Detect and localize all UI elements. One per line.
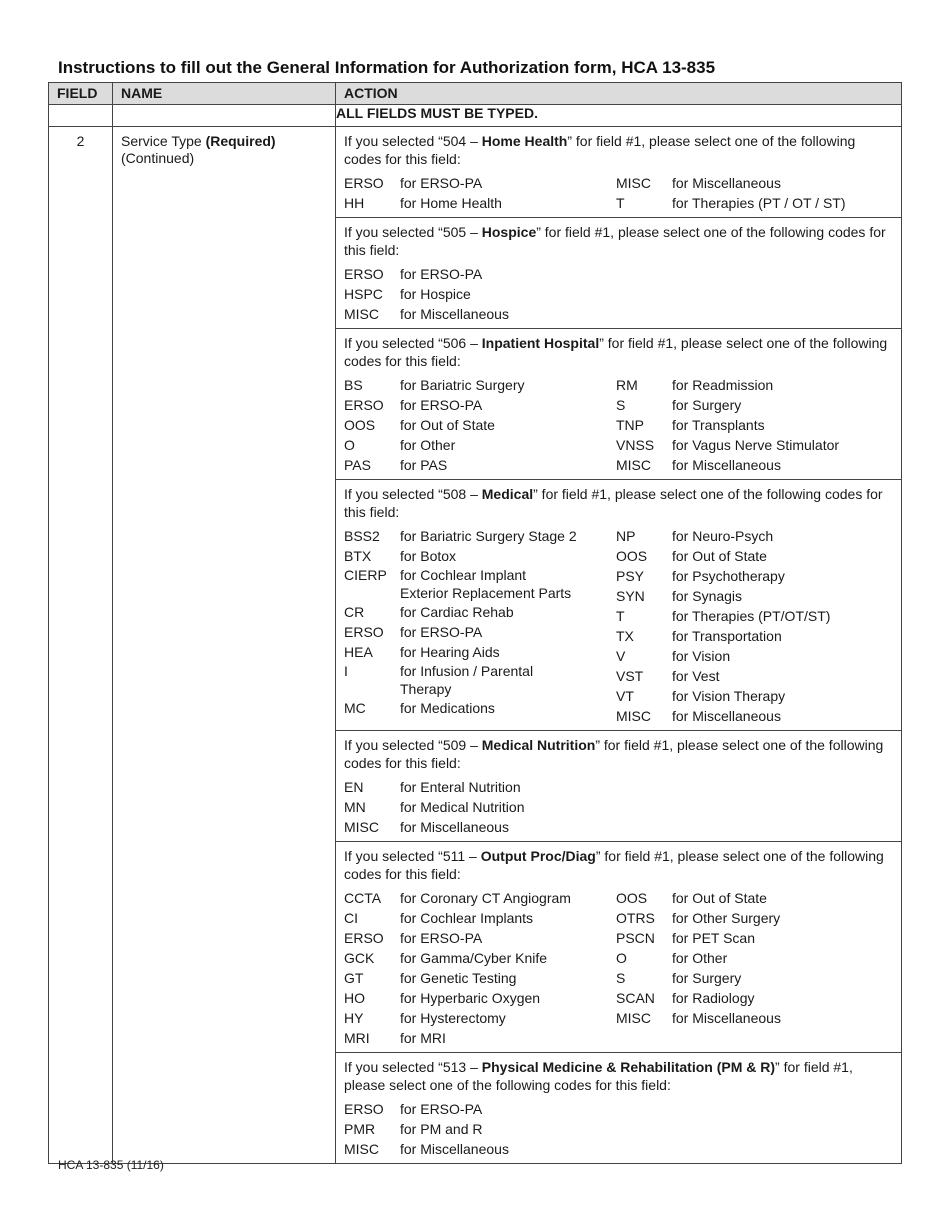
code-description-line: for Coronary CT Angiogram (400, 890, 571, 906)
code-description (400, 264, 616, 284)
code-item (344, 455, 616, 475)
code-description (672, 435, 888, 455)
code-description (400, 968, 616, 988)
code-description-line: for Hyperbaric Oxygen (400, 990, 541, 1006)
code-value: ERSO (344, 1101, 384, 1117)
code-description-line: for Surgery (672, 397, 742, 413)
code-section (336, 480, 901, 731)
code-list (344, 777, 894, 837)
code-description-line: for Other Surgery (672, 910, 781, 926)
code-description-line: for ERSO-PA (400, 175, 483, 191)
code-description-line: for Bariatric Surgery (400, 377, 525, 393)
code-description (672, 415, 888, 435)
code-item (616, 666, 888, 686)
code-column (616, 375, 888, 475)
code-description-line: for Miscellaneous (400, 819, 509, 835)
code-item (344, 988, 616, 1008)
code-item (344, 662, 616, 698)
code-description-line: for Miscellaneous (672, 708, 781, 724)
section-intro (344, 132, 894, 168)
code-description-line: for Vagus Nerve Stimulator (672, 437, 840, 453)
code-description (672, 888, 888, 908)
code-value: EN (344, 779, 364, 795)
intro-text: ” for field #1, please select one of the following codes for this field: (344, 224, 886, 258)
field-name-cell (113, 127, 336, 1164)
field-number: 2 (49, 127, 113, 1164)
code-description-line: for Surgery (672, 970, 742, 986)
code-item (616, 606, 888, 626)
code-description (672, 948, 888, 968)
code-list (344, 1099, 894, 1159)
code-description (672, 526, 888, 546)
code-column (616, 526, 888, 726)
code-description (400, 455, 616, 475)
code-description-line: for ERSO-PA (400, 930, 483, 946)
code-description (400, 415, 616, 435)
code-description (672, 586, 888, 606)
code-value: S (616, 970, 626, 986)
intro-text: If you selected “509 – (344, 737, 482, 753)
code-description (400, 193, 616, 213)
intro-text: If you selected “513 – (344, 1059, 482, 1075)
code-description-line: for ERSO-PA (400, 1101, 483, 1117)
intro-text: ” for field #1, please select one of the following codes for this field: (344, 335, 888, 369)
code-item (344, 284, 616, 304)
code-value: BSS2 (344, 528, 380, 544)
code-description (672, 908, 888, 928)
code-description (672, 706, 888, 726)
code-description-line: for Medications (400, 700, 495, 716)
code-value: OOS (344, 417, 376, 433)
code-section (336, 218, 901, 329)
code-value: ERSO (344, 930, 384, 946)
code-item (344, 546, 616, 566)
code-item (616, 395, 888, 415)
code-item (344, 698, 616, 718)
code-description-line: for PET Scan (672, 930, 756, 946)
code-value: MISC (344, 306, 379, 322)
code-item (344, 968, 616, 988)
section-intro (344, 847, 894, 883)
code-column (344, 777, 616, 837)
code-description (400, 817, 616, 837)
intro-text: ” for field #1, please select one of the following codes for this field: (344, 133, 856, 167)
code-description-line: for ERSO-PA (400, 397, 483, 413)
code-value: HH (344, 195, 365, 211)
code-item (344, 304, 616, 324)
code-value: TX (616, 628, 634, 644)
code-item (344, 777, 616, 797)
code-item (344, 948, 616, 968)
header-name: NAME (113, 83, 336, 105)
code-item (344, 375, 616, 395)
code-value: OOS (616, 890, 648, 906)
code-column (344, 173, 616, 213)
code-description-line: Therapy (400, 681, 452, 697)
code-description (672, 566, 888, 586)
code-section (336, 1053, 901, 1163)
intro-text: ” for field #1, please select one of the following codes for this field: (344, 1059, 853, 1093)
code-item (344, 526, 616, 546)
code-item (344, 1028, 616, 1048)
code-description-line: for Other (672, 950, 728, 966)
code-item (616, 546, 888, 566)
code-value: MISC (344, 819, 379, 835)
code-item (616, 455, 888, 475)
code-item (344, 797, 616, 817)
code-description-line: for Cochlear Implant (400, 567, 527, 583)
code-value: BS (344, 377, 363, 393)
code-description-line: for Cochlear Implants (400, 910, 534, 926)
code-value: HEA (344, 644, 373, 660)
code-description-line: for Miscellaneous (672, 1010, 781, 1026)
code-value: CCTA (344, 890, 382, 906)
code-section (336, 127, 901, 218)
code-value: GT (344, 970, 364, 986)
intro-text: ” for field #1, please select one of the following codes for this field: (344, 848, 884, 882)
code-list (344, 526, 894, 726)
code-description-line: for Readmission (672, 377, 774, 393)
code-description (672, 375, 888, 395)
code-description (672, 455, 888, 475)
code-description-line: for Botox (400, 548, 457, 564)
code-description (400, 566, 616, 602)
code-description (400, 698, 616, 718)
code-item (616, 626, 888, 646)
code-description-line: for Therapies (PT / OT / ST) (672, 195, 846, 211)
code-description-line: for Bariatric Surgery Stage 2 (400, 528, 577, 544)
code-item (616, 375, 888, 395)
code-description-line: for Miscellaneous (672, 457, 781, 473)
category-name: Medical (481, 486, 534, 502)
code-description-line: for Gamma/Cyber Knife (400, 950, 548, 966)
code-value: TNP (616, 417, 644, 433)
code-item (344, 888, 616, 908)
code-item (344, 264, 616, 284)
code-value: CR (344, 604, 365, 620)
section-intro (344, 223, 894, 259)
code-description (672, 686, 888, 706)
code-description-line: for Synagis (672, 588, 743, 604)
code-description-line: for Miscellaneous (400, 306, 509, 322)
code-description-line: for Miscellaneous (672, 175, 781, 191)
code-description-line: for Medical Nutrition (400, 799, 525, 815)
code-value: PSY (616, 568, 645, 584)
code-item (616, 1008, 888, 1028)
intro-text: ” for field #1, please select one of the following codes for this field: (344, 486, 883, 520)
category-name: Physical Medicine & Rehabilitation (PM & R) (481, 1059, 776, 1075)
code-item (616, 193, 888, 213)
code-description-line: for PAS (400, 457, 448, 473)
code-description-line: for Hospice (400, 286, 471, 302)
code-description (400, 546, 616, 566)
code-value: PAS (344, 457, 371, 473)
code-value: CI (344, 910, 358, 926)
code-description-line: for Vision Therapy (672, 688, 786, 704)
code-item (344, 415, 616, 435)
code-value: T (616, 608, 625, 624)
code-description (400, 284, 616, 304)
code-list (344, 264, 894, 324)
code-value: VST (616, 668, 644, 684)
code-value: ERSO (344, 266, 384, 282)
category-name: Inpatient Hospital (481, 335, 600, 351)
intro-text: If you selected “506 – (344, 335, 482, 351)
code-value: ERSO (344, 175, 384, 191)
code-description (400, 435, 616, 455)
code-description-line: for Out of State (672, 548, 767, 564)
code-column (344, 264, 616, 324)
code-value: I (344, 663, 348, 679)
category-name: Medical Nutrition (481, 737, 596, 753)
all-fields-note: ALL FIELDS MUST BE TYPED. (336, 105, 902, 127)
code-list (344, 888, 894, 1048)
code-value: NP (616, 528, 636, 544)
code-column (344, 526, 616, 726)
code-item (616, 435, 888, 455)
code-description-line: for Enteral Nutrition (400, 779, 521, 795)
code-description (400, 622, 616, 642)
code-column (616, 888, 888, 1048)
table-row (49, 127, 902, 1164)
code-value: MN (344, 799, 366, 815)
code-description (400, 1008, 616, 1028)
code-description (400, 662, 616, 698)
category-name: Output Proc/Diag (480, 848, 596, 864)
code-column (344, 375, 616, 475)
code-value: PMR (344, 1121, 376, 1137)
code-value: MISC (616, 1010, 651, 1026)
code-description (672, 626, 888, 646)
code-description-line: for ERSO-PA (400, 266, 483, 282)
code-description-line: for PM and R (400, 1121, 483, 1137)
continued-label: (Continued) (121, 150, 195, 166)
code-description-line: Exterior Replacement Parts (400, 585, 572, 601)
code-item (344, 928, 616, 948)
code-item (616, 646, 888, 666)
code-value: T (616, 195, 625, 211)
all-fields-row (49, 105, 902, 127)
code-description (400, 602, 616, 622)
code-value: HO (344, 990, 365, 1006)
code-description (400, 928, 616, 948)
code-item (344, 817, 616, 837)
intro-text: ” for field #1, please select one of the following codes for this field: (344, 737, 884, 771)
code-description-line: for Vision (672, 648, 731, 664)
code-item (344, 173, 616, 193)
code-description (400, 526, 616, 546)
code-item (616, 526, 888, 546)
header-row (49, 83, 902, 105)
code-description (672, 666, 888, 686)
code-description-line: for Cardiac Rehab (400, 604, 514, 620)
code-value: SYN (616, 588, 645, 604)
code-value: O (616, 950, 627, 966)
empty-field-cell (49, 105, 113, 127)
code-item (616, 928, 888, 948)
code-description (672, 968, 888, 988)
code-description (400, 395, 616, 415)
code-description (672, 928, 888, 948)
code-item (616, 686, 888, 706)
code-item (344, 1139, 616, 1159)
code-item (344, 602, 616, 622)
code-column (344, 888, 616, 1048)
code-description-line: for Miscellaneous (400, 1141, 509, 1157)
code-item (344, 908, 616, 928)
code-description-line: for Neuro-Psych (672, 528, 774, 544)
code-description (672, 395, 888, 415)
code-description-line: for Transplants (672, 417, 765, 433)
code-value: V (616, 648, 626, 664)
code-item (344, 395, 616, 415)
instructions-table (48, 82, 902, 1164)
header-action: ACTION (336, 83, 902, 105)
code-description-line: for Therapies (PT/OT/ST) (672, 608, 831, 624)
code-item (616, 988, 888, 1008)
code-description-line: for Vest (672, 668, 720, 684)
section-intro (344, 736, 894, 772)
code-description (672, 606, 888, 626)
code-description (672, 1008, 888, 1028)
code-item (616, 968, 888, 988)
code-item (344, 642, 616, 662)
code-value: CIERP (344, 567, 387, 583)
code-value: HSPC (344, 286, 383, 302)
code-description-line: for Transportation (672, 628, 782, 644)
code-description (400, 642, 616, 662)
code-item (344, 1119, 616, 1139)
code-value: ERSO (344, 397, 384, 413)
code-item (344, 193, 616, 213)
intro-text: If you selected “508 – (344, 486, 482, 502)
code-description-line: for ERSO-PA (400, 624, 483, 640)
code-item (344, 1008, 616, 1028)
empty-name-cell (113, 105, 336, 127)
section-intro (344, 334, 894, 370)
code-description (400, 173, 616, 193)
code-column (616, 173, 888, 213)
code-item (616, 586, 888, 606)
code-description-line: for Radiology (672, 990, 755, 1006)
code-description (400, 1028, 616, 1048)
code-value: ERSO (344, 624, 384, 640)
code-value: GCK (344, 950, 375, 966)
intro-text: If you selected “505 – (344, 224, 482, 240)
code-description-line: for Home Health (400, 195, 502, 211)
code-value: MC (344, 700, 366, 716)
code-value: BTX (344, 548, 372, 564)
code-description (672, 546, 888, 566)
code-description (400, 375, 616, 395)
code-description-line: for Out of State (672, 890, 767, 906)
code-section (336, 731, 901, 842)
code-description (672, 646, 888, 666)
code-item (344, 1099, 616, 1119)
code-item (344, 435, 616, 455)
code-description-line: for Out of State (400, 417, 495, 433)
code-description (400, 988, 616, 1008)
code-description-line: for Infusion / Parental (400, 663, 534, 679)
code-description (400, 304, 616, 324)
code-item (344, 566, 616, 602)
code-value: OOS (616, 548, 648, 564)
code-description (400, 908, 616, 928)
code-section (336, 842, 901, 1053)
code-item (616, 173, 888, 193)
code-description-line: for Psychotherapy (672, 568, 785, 584)
code-description (400, 1119, 616, 1139)
code-description-line: for MRI (400, 1030, 446, 1046)
code-value: MISC (616, 708, 651, 724)
code-column (344, 1099, 616, 1159)
code-description (672, 988, 888, 1008)
code-description (400, 1139, 616, 1159)
code-description (400, 888, 616, 908)
code-description-line: for Hysterectomy (400, 1010, 506, 1026)
intro-text: If you selected “504 – (344, 133, 482, 149)
field-name: Service Type (121, 133, 206, 149)
code-value: OTRS (616, 910, 655, 926)
code-value: O (344, 437, 355, 453)
required-label: (Required) (205, 133, 276, 149)
section-intro (344, 1058, 894, 1094)
code-value: VT (616, 688, 634, 704)
code-description (672, 193, 888, 213)
code-item (344, 622, 616, 642)
code-list (344, 173, 894, 213)
code-item (616, 948, 888, 968)
category-name: Home Health (481, 133, 568, 149)
code-description (400, 1099, 616, 1119)
code-description-line: for Genetic Testing (400, 970, 517, 986)
category-name: Hospice (481, 224, 537, 240)
code-value: S (616, 397, 626, 413)
code-item (616, 706, 888, 726)
code-description (672, 173, 888, 193)
code-item (616, 908, 888, 928)
code-value: RM (616, 377, 638, 393)
code-description-line: for Hearing Aids (400, 644, 500, 660)
header-field: FIELD (49, 83, 113, 105)
code-item (616, 566, 888, 586)
code-value: MRI (344, 1030, 370, 1046)
code-value: SCAN (616, 990, 655, 1006)
form-footer: HCA 13-835 (11/16) (58, 1158, 164, 1172)
code-value: HY (344, 1010, 364, 1026)
page-title: Instructions to fill out the General Information for Authorization form, HCA 13-835 (58, 58, 716, 77)
code-item (616, 888, 888, 908)
code-item (616, 415, 888, 435)
code-description (400, 948, 616, 968)
code-description-line: for Other (400, 437, 456, 453)
code-list (344, 375, 894, 475)
code-value: MISC (616, 175, 651, 191)
intro-text: If you selected “511 – (344, 848, 481, 864)
code-value: MISC (616, 457, 651, 473)
code-description (400, 777, 616, 797)
code-description (400, 797, 616, 817)
code-section (336, 329, 901, 480)
action-cell (336, 127, 902, 1164)
section-intro (344, 485, 894, 521)
code-value: MISC (344, 1141, 379, 1157)
code-value: VNSS (616, 437, 655, 453)
code-value: PSCN (616, 930, 655, 946)
